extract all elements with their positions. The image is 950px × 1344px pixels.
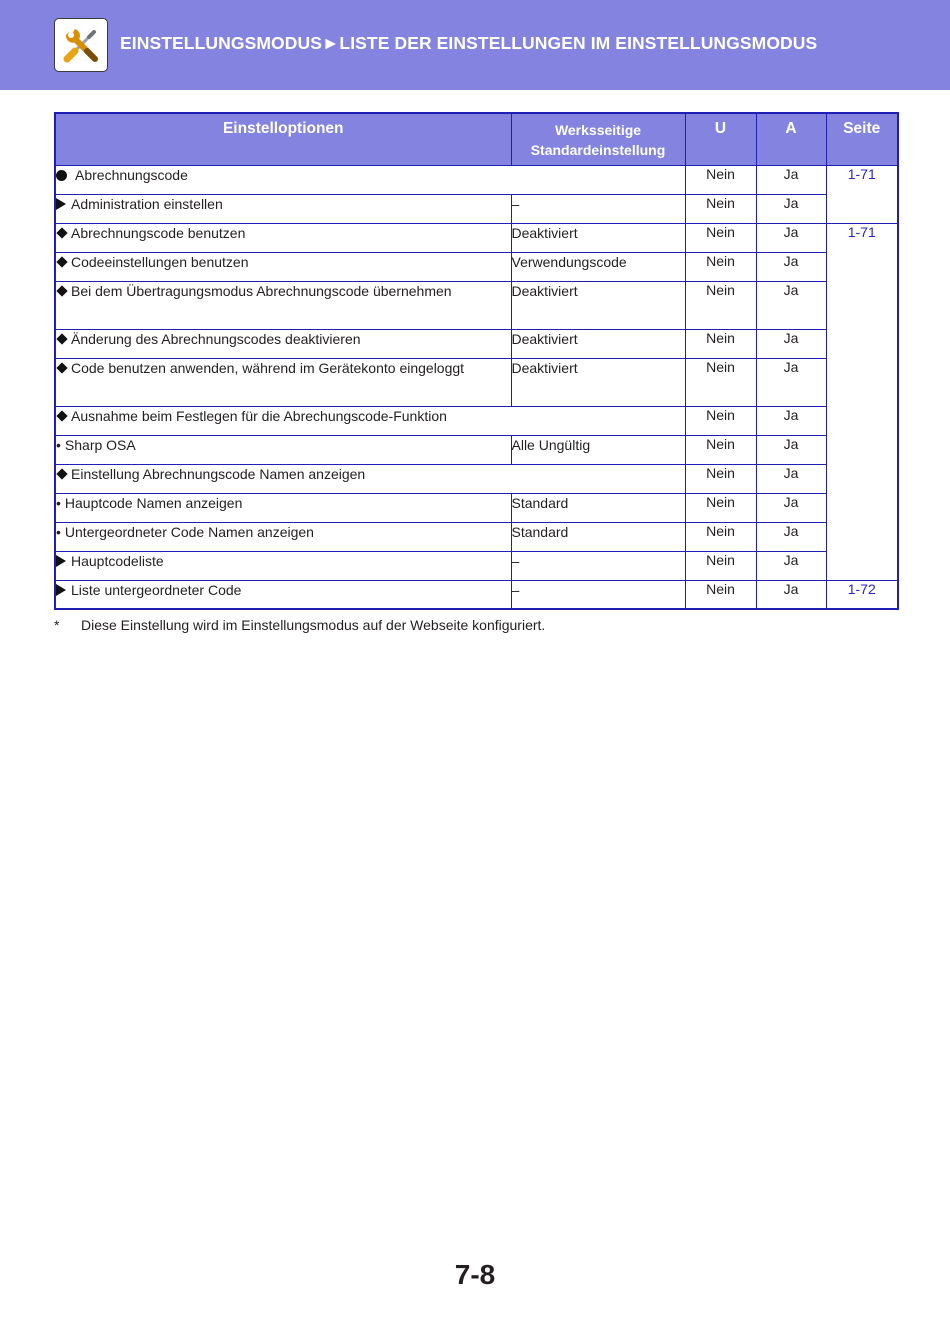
wrench-screwdriver-icon [54,18,108,72]
row-label: Abrechnungscode benutzen [71,224,246,241]
u-cell: Nein [685,464,756,493]
u-cell: Nein [685,358,756,406]
column-header-page: Seite [826,113,898,165]
u-cell: Nein [685,329,756,358]
a-cell: Ja [756,464,826,493]
small-dot-bullet-icon: • [56,436,61,453]
footnote-text: Diese Einstellung wird im Einstellungsmodus auf der Webseite konfiguriert. [81,617,546,633]
row-label: Hauptcodeliste [71,552,164,569]
row-label-cell [55,281,511,329]
row-label: Liste untergeordneter Code [71,581,242,598]
u-cell: Nein [685,281,756,329]
u-cell: Nein [685,493,756,522]
a-cell: Ja [756,435,826,464]
u-cell: Nein [685,165,756,194]
footnote [54,617,545,633]
column-header-default [511,113,685,165]
default-cell: – [511,194,685,223]
a-cell: Ja [756,551,826,580]
default-cell: – [511,551,685,580]
a-cell: Ja [756,165,826,194]
column-header-default-line1: Werksseitige [554,122,642,138]
u-cell: Nein [685,435,756,464]
table-row [55,493,898,522]
table-row [55,358,898,406]
table-row [55,522,898,551]
table-row [55,464,898,493]
a-cell: Ja [756,358,826,406]
default-cell: Alle Ungültig [511,435,685,464]
diamond-bullet-icon [56,333,67,344]
diamond-bullet-icon [56,256,67,267]
row-label-cell [55,358,511,406]
row-label-cell [55,223,511,252]
page-number: 7-8 [454,1259,496,1290]
row-label: Änderung des Abrechnungscodes deaktivieren [71,330,361,347]
a-cell: Ja [756,406,826,435]
u-cell: Nein [685,194,756,223]
row-label: Bei dem Übertragungsmodus Abrechnungscode übernehmen [71,282,452,299]
table-row [55,252,898,281]
row-label-cell [55,580,511,609]
row-label-cell [55,252,511,281]
row-label-cell [55,165,685,194]
column-header-a: A [756,113,826,165]
a-cell: Ja [756,580,826,609]
u-cell: Nein [685,406,756,435]
small-dot-bullet-icon: • [56,494,61,511]
row-label-cell [55,493,511,522]
table-row [55,406,898,435]
row-label: Sharp OSA [64,436,136,453]
default-cell: Verwendungscode [511,252,685,281]
row-label: Hauptcode Namen anzeigen [64,494,243,511]
row-label: Code benutzen anwenden, während im Gerätekonto eingeloggt [71,359,465,376]
row-label: Untergeordneter Code Namen anzeigen [64,523,314,540]
default-cell: Deaktiviert [511,358,685,406]
row-label: Ausnahme beim Festlegen für die Abrechungscode-Funktion [71,407,447,424]
u-cell: Nein [685,580,756,609]
page-header [0,0,950,90]
diamond-bullet-icon [56,362,67,373]
column-header-options: Einstelloptionen [55,113,511,165]
page-ref-link[interactable]: 1-72 [826,580,898,609]
diamond-bullet-icon [56,285,67,296]
page-ref-link[interactable]: 1-71 [826,165,898,223]
u-cell: Nein [685,223,756,252]
bullet-circle-icon [56,170,67,181]
a-cell: Ja [756,329,826,358]
small-dot-bullet-icon: • [56,523,61,540]
table-row [55,165,898,194]
a-cell: Ja [756,194,826,223]
row-label-cell [55,522,511,551]
u-cell: Nein [685,522,756,551]
a-cell: Ja [756,522,826,551]
diamond-bullet-icon [56,410,67,421]
page-ref-link[interactable]: 1-71 [826,223,898,580]
default-cell: Deaktiviert [511,281,685,329]
row-label-cell [55,464,685,493]
table-row [55,329,898,358]
table-row [55,435,898,464]
a-cell: Ja [756,281,826,329]
row-label: Codeeinstellungen benutzen [71,253,249,270]
column-header-u: U [685,113,756,165]
a-cell: Ja [756,493,826,522]
a-cell: Ja [756,252,826,281]
row-label: Administration einstellen [71,195,223,212]
page-title: EINSTELLUNGSMODUS►LISTE DER EINSTELLUNGEN IM EINSTELLUNGSMODUS [120,33,818,53]
a-cell: Ja [756,223,826,252]
row-label-cell [55,435,511,464]
default-cell: Standard [511,493,685,522]
footnote-mark: * [54,617,60,633]
table-row [55,194,898,223]
settings-table [54,112,899,610]
table-row [55,281,898,329]
table-row [55,551,898,580]
triangle-bullet-icon [56,555,66,567]
row-label: Einstellung Abrechnungscode Namen anzeigen [71,465,366,482]
row-label-cell [55,551,511,580]
table-row [55,580,898,609]
table-row [55,223,898,252]
diamond-bullet-icon [56,227,67,238]
default-cell: Deaktiviert [511,329,685,358]
diamond-bullet-icon [56,468,67,479]
triangle-bullet-icon [56,198,66,210]
triangle-bullet-icon [56,584,66,596]
row-label: Abrechnungscode [75,166,188,183]
u-cell: Nein [685,551,756,580]
row-label-cell [55,329,511,358]
row-label-cell [55,406,685,435]
table-header-row [55,113,898,165]
default-cell: Standard [511,522,685,551]
default-cell: – [511,580,685,609]
default-cell: Deaktiviert [511,223,685,252]
u-cell: Nein [685,252,756,281]
row-label-cell [55,194,511,223]
column-header-default-line2: Standardeinstellung [530,142,666,158]
